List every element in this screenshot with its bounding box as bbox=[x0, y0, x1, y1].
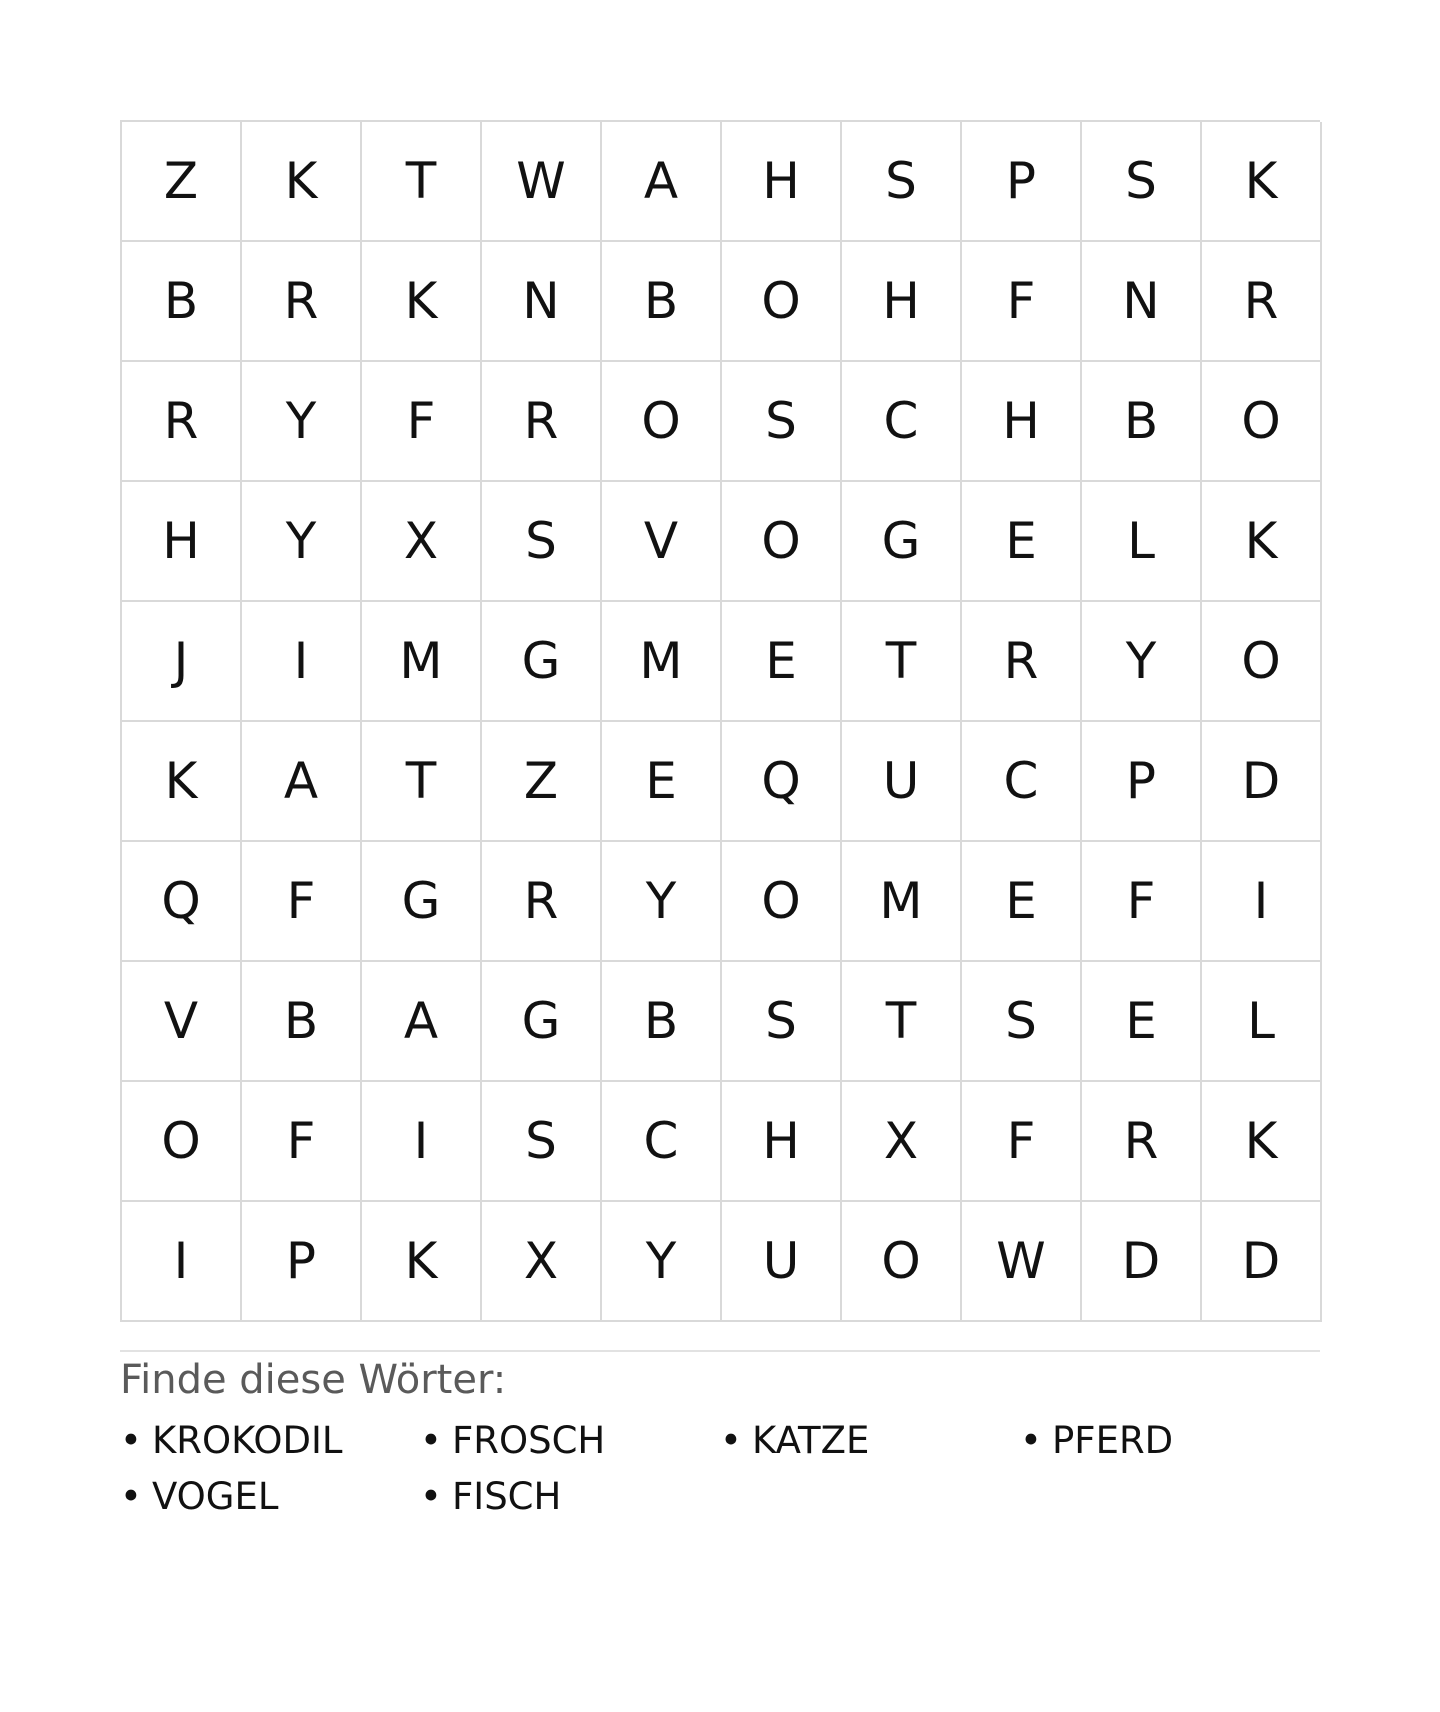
grid-cell[interactable]: K bbox=[1202, 1082, 1322, 1202]
grid-cell[interactable]: O bbox=[722, 842, 842, 962]
grid-cell[interactable]: H bbox=[962, 362, 1082, 482]
grid-cell[interactable]: M bbox=[362, 602, 482, 722]
grid-cell[interactable]: R bbox=[1082, 1082, 1202, 1202]
grid-cell[interactable]: Q bbox=[722, 722, 842, 842]
word-label: FISCH bbox=[452, 1475, 562, 1518]
grid-cell[interactable]: B bbox=[122, 242, 242, 362]
grid-cell[interactable]: S bbox=[962, 962, 1082, 1082]
word-label: PFERD bbox=[1052, 1419, 1174, 1462]
grid-cell[interactable]: F bbox=[1082, 842, 1202, 962]
grid-cell[interactable]: O bbox=[1202, 362, 1322, 482]
grid-cell[interactable]: G bbox=[362, 842, 482, 962]
grid-cell[interactable]: F bbox=[242, 1082, 362, 1202]
grid-cell[interactable]: B bbox=[242, 962, 362, 1082]
grid-cell[interactable]: L bbox=[1202, 962, 1322, 1082]
grid-cell[interactable]: H bbox=[842, 242, 962, 362]
grid-cell[interactable]: I bbox=[122, 1202, 242, 1322]
grid-cell[interactable]: A bbox=[242, 722, 362, 842]
bullet-icon: • bbox=[420, 1475, 442, 1518]
grid-cell[interactable]: E bbox=[1082, 962, 1202, 1082]
letter-grid bbox=[120, 120, 1320, 1322]
grid-cell[interactable]: R bbox=[242, 242, 362, 362]
grid-cell[interactable]: S bbox=[722, 962, 842, 1082]
grid-cell[interactable]: E bbox=[962, 482, 1082, 602]
grid-cell[interactable]: Y bbox=[602, 1202, 722, 1322]
grid-cell[interactable]: T bbox=[362, 722, 482, 842]
grid-cell[interactable]: I bbox=[242, 602, 362, 722]
grid-cell[interactable]: C bbox=[962, 722, 1082, 842]
grid-cell[interactable]: K bbox=[362, 1202, 482, 1322]
grid-cell[interactable]: B bbox=[1082, 362, 1202, 482]
grid-cell[interactable]: S bbox=[842, 122, 962, 242]
grid-cell[interactable]: E bbox=[722, 602, 842, 722]
grid-cell[interactable]: A bbox=[602, 122, 722, 242]
grid-cell[interactable]: I bbox=[1202, 842, 1322, 962]
bullet-icon: • bbox=[420, 1419, 442, 1462]
grid-cell[interactable]: S bbox=[482, 1082, 602, 1202]
grid-cell[interactable]: M bbox=[842, 842, 962, 962]
grid-cell[interactable]: O bbox=[722, 242, 842, 362]
grid-cell[interactable]: R bbox=[122, 362, 242, 482]
grid-cell[interactable]: J bbox=[122, 602, 242, 722]
grid-cell[interactable]: R bbox=[962, 602, 1082, 722]
grid-cell[interactable]: K bbox=[1202, 122, 1322, 242]
divider bbox=[120, 1350, 1320, 1352]
grid-cell[interactable]: K bbox=[242, 122, 362, 242]
grid-cell[interactable]: O bbox=[842, 1202, 962, 1322]
grid-cell[interactable]: Y bbox=[242, 362, 362, 482]
grid-cell[interactable]: I bbox=[362, 1082, 482, 1202]
grid-cell[interactable]: B bbox=[602, 242, 722, 362]
grid-cell[interactable]: S bbox=[482, 482, 602, 602]
grid-cell[interactable]: C bbox=[842, 362, 962, 482]
grid-cell[interactable]: U bbox=[842, 722, 962, 842]
grid-cell[interactable]: G bbox=[842, 482, 962, 602]
grid-cell[interactable]: P bbox=[1082, 722, 1202, 842]
word-label: FROSCH bbox=[452, 1419, 606, 1462]
bullet-icon: • bbox=[120, 1475, 142, 1518]
grid-cell[interactable]: N bbox=[482, 242, 602, 362]
grid-cell[interactable]: Y bbox=[1082, 602, 1202, 722]
grid-cell[interactable]: L bbox=[1082, 482, 1202, 602]
grid-cell[interactable]: K bbox=[362, 242, 482, 362]
word-list-item bbox=[120, 1476, 420, 1518]
grid-cell[interactable]: C bbox=[602, 1082, 722, 1202]
word-list-item bbox=[720, 1420, 1020, 1462]
grid-cell[interactable]: F bbox=[962, 242, 1082, 362]
bullet-icon: • bbox=[1020, 1419, 1042, 1462]
grid-cell[interactable]: Z bbox=[122, 122, 242, 242]
grid-cell[interactable]: X bbox=[362, 482, 482, 602]
grid-cell[interactable]: U bbox=[722, 1202, 842, 1322]
word-label: KATZE bbox=[752, 1419, 870, 1462]
word-list-item bbox=[420, 1420, 720, 1462]
grid-cell[interactable]: X bbox=[482, 1202, 602, 1322]
grid-cell[interactable]: T bbox=[842, 962, 962, 1082]
grid-cell[interactable]: Y bbox=[602, 842, 722, 962]
grid-cell[interactable]: V bbox=[122, 962, 242, 1082]
grid-cell[interactable]: M bbox=[602, 602, 722, 722]
word-label: VOGEL bbox=[152, 1475, 279, 1518]
grid-cell[interactable]: A bbox=[362, 962, 482, 1082]
grid-cell[interactable]: H bbox=[722, 122, 842, 242]
grid-cell[interactable]: Y bbox=[242, 482, 362, 602]
grid-cell[interactable]: S bbox=[1082, 122, 1202, 242]
grid-cell[interactable]: K bbox=[122, 722, 242, 842]
grid-cell[interactable]: R bbox=[1202, 242, 1322, 362]
word-list-item bbox=[1020, 1420, 1320, 1462]
grid-cell[interactable]: N bbox=[1082, 242, 1202, 362]
grid-cell[interactable]: P bbox=[962, 122, 1082, 242]
word-list bbox=[120, 1420, 1320, 1518]
grid-cell[interactable]: G bbox=[482, 962, 602, 1082]
grid-cell[interactable]: O bbox=[722, 482, 842, 602]
bullet-icon: • bbox=[120, 1419, 142, 1462]
grid-cell[interactable]: H bbox=[122, 482, 242, 602]
grid-cell[interactable]: R bbox=[482, 842, 602, 962]
grid-cell[interactable]: H bbox=[722, 1082, 842, 1202]
grid-cell[interactable]: O bbox=[1202, 602, 1322, 722]
grid-cell[interactable]: S bbox=[722, 362, 842, 482]
grid-cell[interactable]: R bbox=[482, 362, 602, 482]
word-list-item bbox=[120, 1420, 420, 1462]
grid-cell[interactable]: O bbox=[122, 1082, 242, 1202]
grid-cell[interactable]: K bbox=[1202, 482, 1322, 602]
grid-cell[interactable]: T bbox=[362, 122, 482, 242]
word-list-item bbox=[420, 1476, 720, 1518]
grid-cell[interactable]: P bbox=[242, 1202, 362, 1322]
grid-cell[interactable]: D bbox=[1082, 1202, 1202, 1322]
bullet-icon: • bbox=[720, 1419, 742, 1462]
grid-cell[interactable]: B bbox=[602, 962, 722, 1082]
grid-cell[interactable]: D bbox=[1202, 722, 1322, 842]
grid-cell[interactable]: F bbox=[242, 842, 362, 962]
word-search-puzzle bbox=[120, 120, 1320, 1518]
grid-cell[interactable]: E bbox=[962, 842, 1082, 962]
grid-cell[interactable]: V bbox=[602, 482, 722, 602]
word-label: KROKODIL bbox=[152, 1419, 343, 1462]
grid-cell[interactable]: W bbox=[962, 1202, 1082, 1322]
grid-cell[interactable]: O bbox=[602, 362, 722, 482]
word-list-heading: Finde diese Wörter: bbox=[120, 1357, 507, 1403]
grid-cell[interactable]: X bbox=[842, 1082, 962, 1202]
grid-cell[interactable]: D bbox=[1202, 1202, 1322, 1322]
grid-cell[interactable]: Q bbox=[122, 842, 242, 962]
grid-cell[interactable]: E bbox=[602, 722, 722, 842]
grid-cell[interactable]: T bbox=[842, 602, 962, 722]
grid-cell[interactable]: W bbox=[482, 122, 602, 242]
grid-cell[interactable]: G bbox=[482, 602, 602, 722]
grid-cell[interactable]: F bbox=[362, 362, 482, 482]
grid-cell[interactable]: F bbox=[962, 1082, 1082, 1202]
grid-cell[interactable]: Z bbox=[482, 722, 602, 842]
